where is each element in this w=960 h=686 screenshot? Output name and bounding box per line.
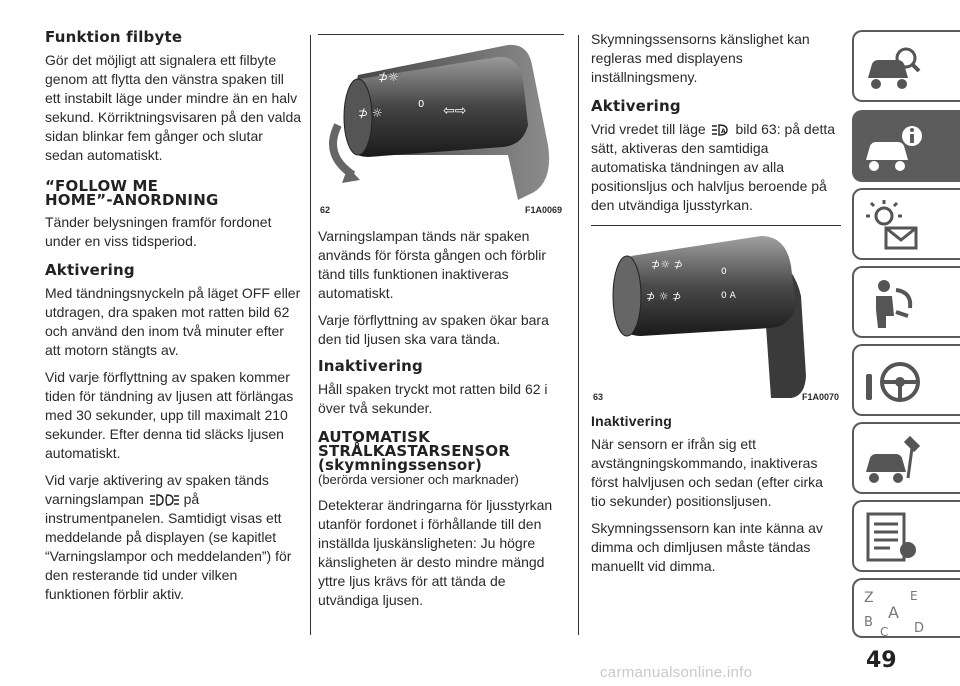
- column-divider-2: [578, 35, 579, 635]
- svg-text:Z: Z: [864, 590, 874, 606]
- text-forflyttning: Varje förflyttning av spaken ökar bara den tid ljusen ska vara tända.: [318, 312, 549, 347]
- figure-63-code: F1A0070: [801, 392, 839, 402]
- tab-emergency[interactable]: [852, 422, 960, 494]
- svg-text:B: B: [864, 615, 873, 630]
- tab-get-to-know-vehicle[interactable]: [852, 30, 960, 102]
- text-aktivering-1: Med tändningsnyckeln på läget OFF eller utdragen, dra spaken mot ratten bild 62 och använd den inom två minuter efter att motorn stängts av.: [45, 285, 301, 358]
- heading-auto-sensor: AUTOMATISK STRÅLKASTARSENSOR (skymningssensor): [318, 428, 511, 474]
- column-2: [318, 30, 564, 618]
- text-sensor-description: Detekterar ändringarna för ljusstyrkan utanför fordonet i förhållande till den inställda ljuskänsligheten: Ju högre känsligheten är desto mindre mängd yttre ljus krävs för att tända de utvändiga ljusen.: [318, 497, 553, 608]
- alphabet-index-icon: [862, 588, 942, 638]
- svg-text:⊅☼ ⊅: ⊅☼ ⊅: [651, 258, 683, 271]
- car-tools-icon: [862, 432, 922, 487]
- svg-text:⊅ ☼ ⊅: ⊅ ☼ ⊅: [646, 290, 682, 303]
- figure-63: [591, 225, 841, 404]
- warning-lights-icon: [862, 198, 922, 253]
- tab-knowing-instruments[interactable]: [852, 110, 960, 182]
- car-info-icon: [862, 120, 922, 175]
- heading-aktivering-2: Aktivering: [591, 97, 681, 115]
- specifications-icon: [862, 510, 922, 565]
- car-search-icon: [862, 40, 922, 95]
- page-number: 49: [866, 648, 897, 673]
- text-aktivering-vred: Vrid vredet till läge A bild 63: på detta sätt, aktiveras den samtidiga automatiska tändningen av alla positionsljus och halvljus beroende på den utvändiga ljusstyrkan.: [591, 121, 836, 213]
- column-divider-1: [310, 35, 311, 635]
- auto-headlight-icon: [710, 123, 732, 137]
- tab-technical-data[interactable]: [852, 500, 960, 572]
- follow-me-lamp-icon: [148, 493, 180, 507]
- tab-safety[interactable]: [852, 266, 960, 338]
- tab-index[interactable]: [852, 578, 960, 638]
- figure-62: [318, 34, 564, 217]
- svg-text:A: A: [888, 603, 899, 622]
- text-varningslampa: Varningslampan tänds när spaken används för första gången och förblir tänd tills funktionen inaktiveras automatiskt.: [318, 228, 547, 301]
- figure-62-code: F1A0069: [524, 205, 562, 215]
- text-aktivering-2: Vid varje förflyttning av spaken kommer tiden för tändning av ljusen att förlängas med 30 sekunder, upp till maximalt 210 sekunder. Efter denna tid släcks ljusen automatiskt.: [45, 369, 294, 461]
- column-1: [45, 30, 303, 612]
- text-aktivering-3: Vid varje aktivering av spaken tänds varningslampan på instrumentpanelen. Samtidigt visas ett meddelande på displayen (se kapitlet “Varningslampor och meddelanden”) för den resterande tid under vilken funktionen förblir aktiv.: [45, 472, 292, 602]
- steering-wheel-icon: [862, 354, 922, 409]
- svg-text:0 A: 0 A: [721, 291, 736, 301]
- svg-text:D: D: [914, 621, 925, 636]
- svg-text:⇦⇨: ⇦⇨: [443, 103, 467, 119]
- svg-text:0: 0: [418, 99, 425, 110]
- svg-text:⊅ ☼: ⊅ ☼: [358, 106, 383, 120]
- figure-62-number: 62: [320, 205, 331, 215]
- lever-illustration-63: [591, 226, 841, 404]
- heading-filbyte: Funktion filbyte: [45, 28, 183, 46]
- heading-aktivering: Aktivering: [45, 261, 135, 279]
- column-3: [591, 30, 841, 584]
- svg-text:E: E: [910, 589, 918, 603]
- tab-warning-lights[interactable]: [852, 188, 960, 260]
- text-versions-note: (berörda versioner och marknader): [318, 472, 519, 487]
- text-inaktivering-1: Håll spaken tryckt mot ratten bild 62 i över två sekunder.: [318, 381, 548, 416]
- lever-illustration-62: [318, 35, 564, 217]
- airbag-person-icon: [862, 276, 922, 331]
- svg-text:0: 0: [721, 267, 727, 277]
- text-follow-me: Tänder belysningen framför fordonet under en viss tidsperiod.: [45, 214, 272, 249]
- tab-starting-driving[interactable]: [852, 344, 960, 416]
- heading-inaktivering-1: Inaktivering: [318, 357, 423, 375]
- heading-follow-me-home: “FOLLOW ME HOME”-ANORDNING: [45, 177, 219, 209]
- svg-text:⊅☼: ⊅☼: [378, 70, 399, 84]
- text-inaktivering-2: När sensorn er ifrån sig ett avstängningskommando, inaktiveras först halvljusen och sedan (efter cirka tio sekunder) positionsljusen.: [591, 436, 823, 509]
- figure-63-number: 63: [593, 392, 604, 402]
- watermark: carmanualsonline.info: [600, 664, 753, 681]
- heading-inaktivering-2: Inaktivering: [591, 413, 672, 429]
- svg-text:A: A: [720, 128, 726, 136]
- svg-text:C: C: [880, 625, 889, 638]
- text-kanslighet: Skymningssensorns känslighet kan regleras med displayens inställningsmeny.: [591, 31, 810, 85]
- text-filbyte: Gör det möjligt att signalera ett filbyte genom att flytta den vänstra spaken till ett instabilt läge under mindre än en halv sekund. Körriktningsvisaren på den valda sidan blinkar fem gånger och slutar sedan automatiskt.: [45, 52, 302, 163]
- text-dimma: Skymningssensorn kan inte känna av dimma och dimljusen måste tändas manuellt vid dimma.: [591, 520, 823, 574]
